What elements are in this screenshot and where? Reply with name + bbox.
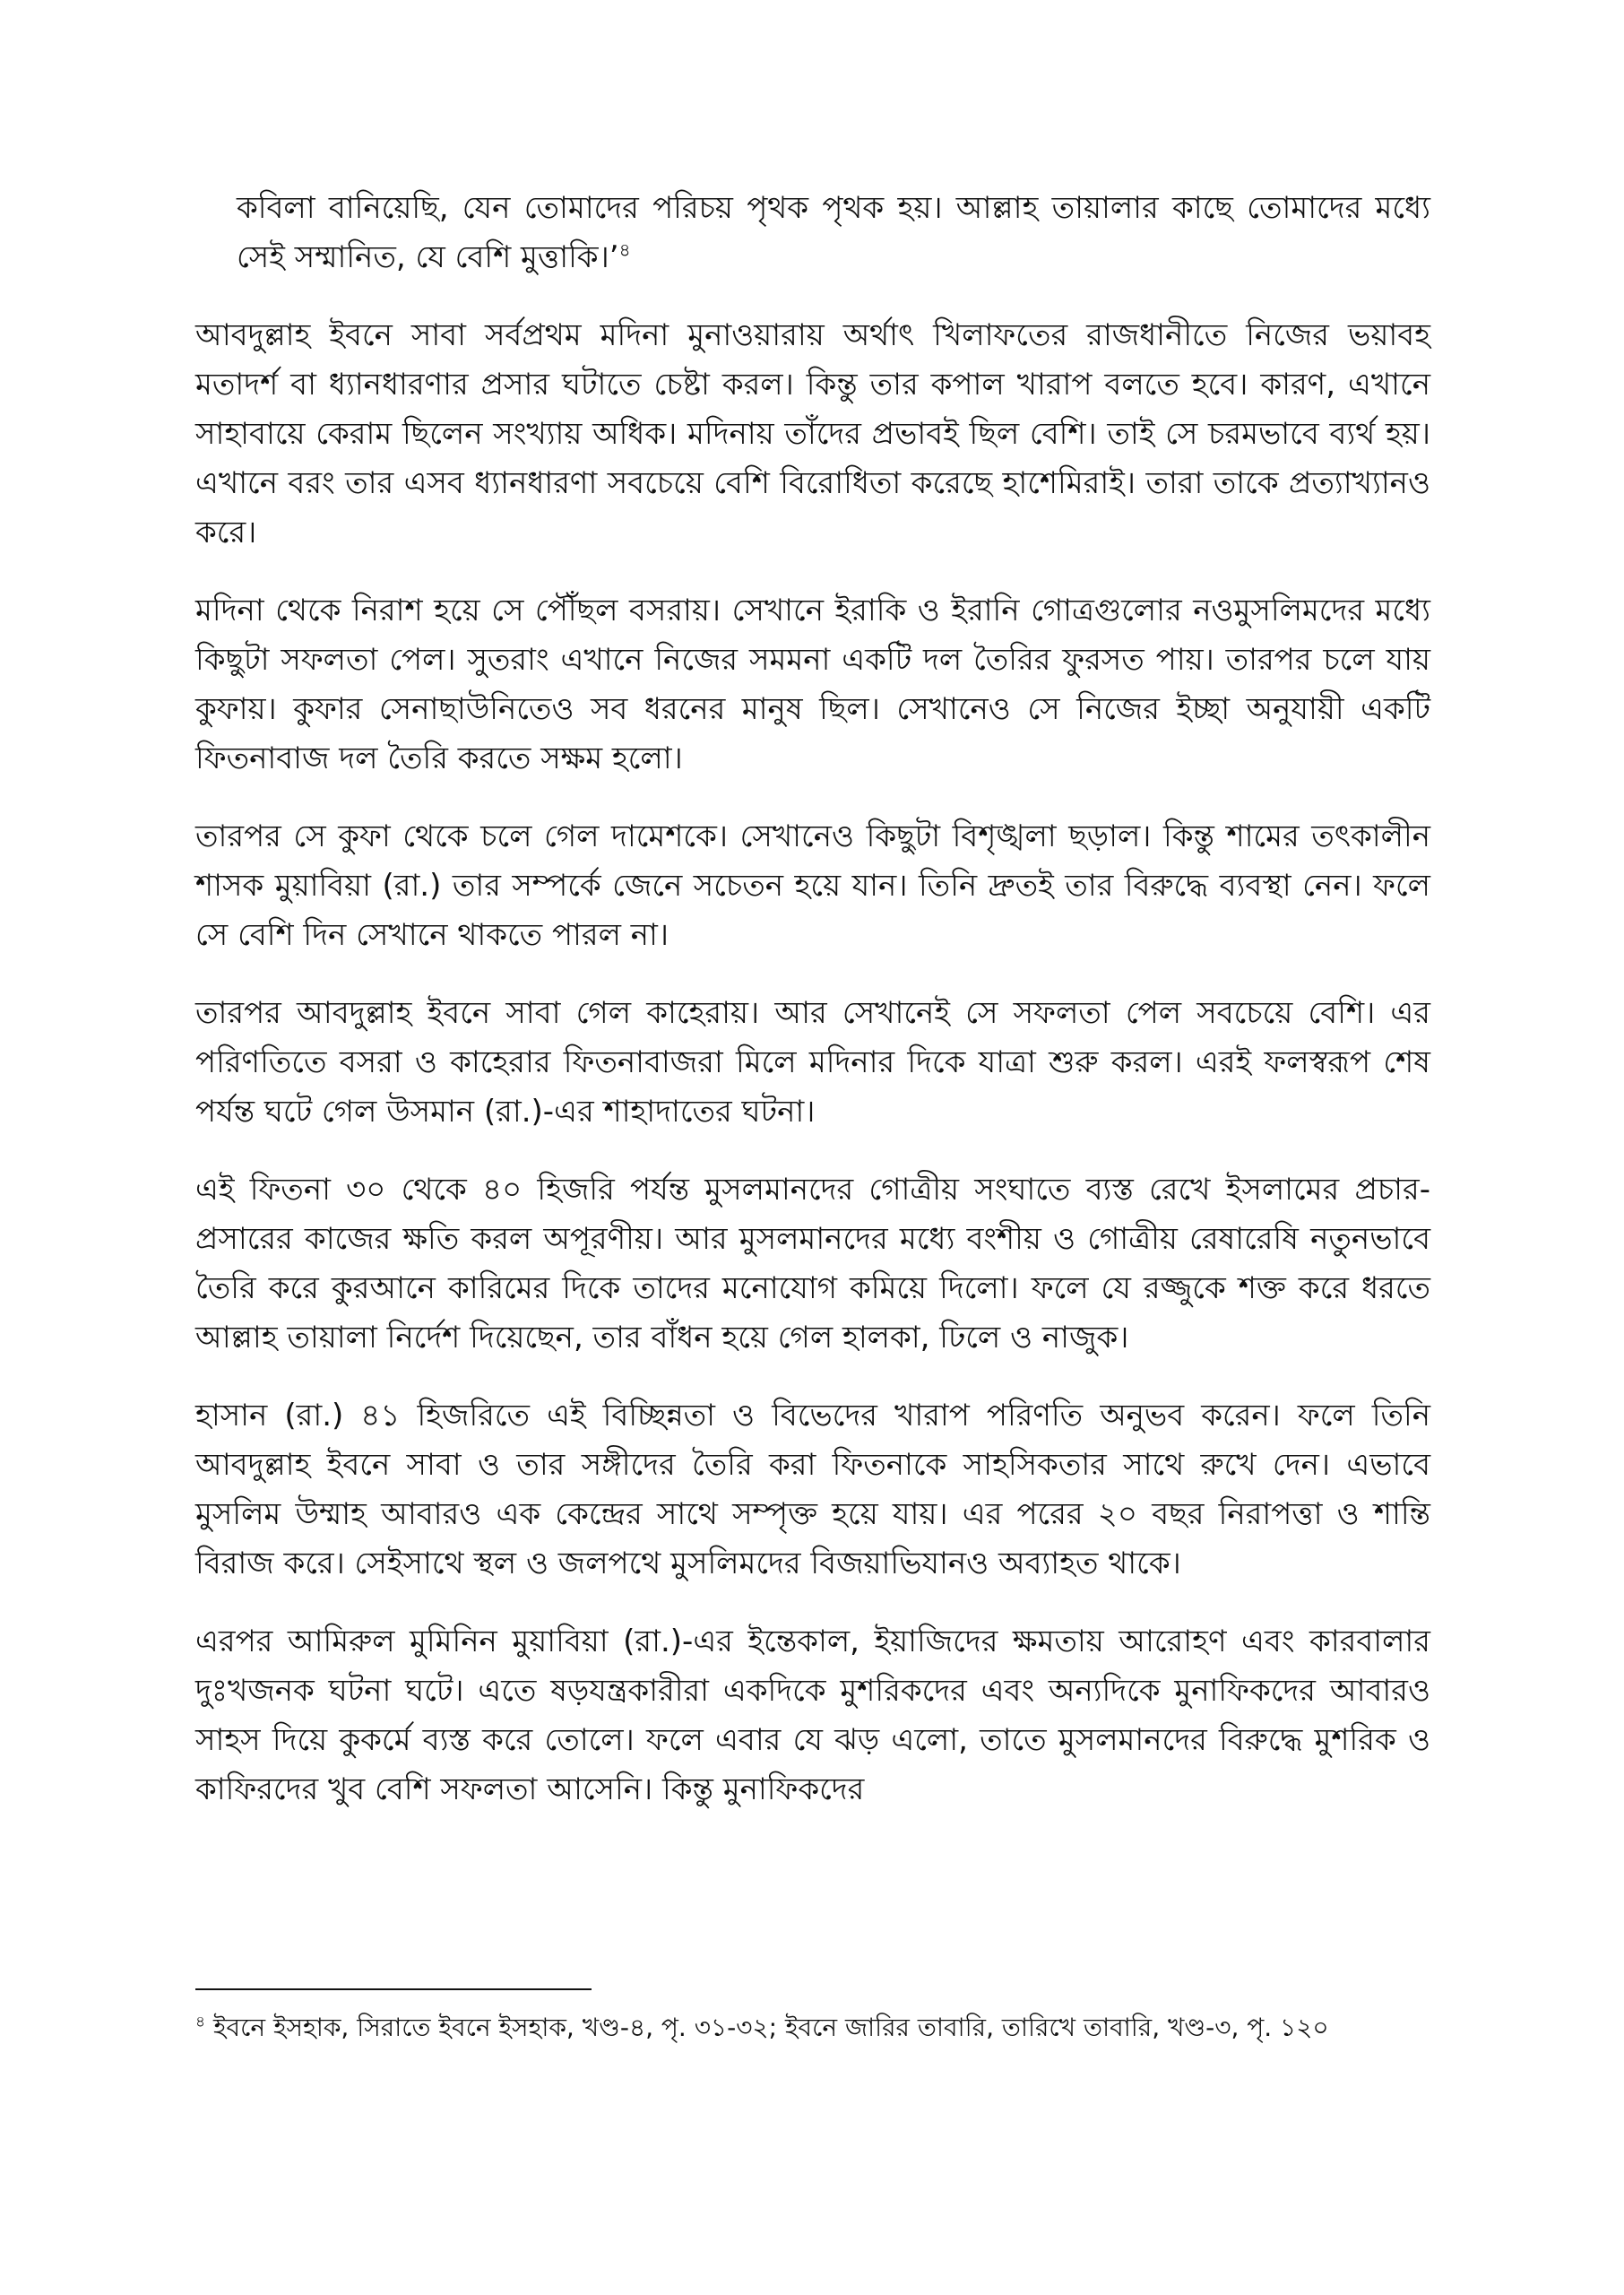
paragraph-1: আবদুল্লাহ ইবনে সাবা সর্বপ্রথম মদিনা মুনাওয়ারায় অর্থাৎ খিলাফতের রাজধানীতে নিজের ভয়াবহ মতাদর্শ বা ধ্যানধারণার প্রসার ঘটাতে চেষ্টা করল। কিন্তু তার কপাল খারাপ বলতে হবে। কারণ, এখানে সাহাবায়ে কেরাম ছিলেন সংখ্যায় অধিক। মদিনায় তাঁদের প্রভাবই ছিল বেশি। তাই সে চরমভাবে ব্যর্থ হয়। এখানে বরং তার এসব ধ্যানধারণা সবচেয়ে বেশি বিরোধিতা করেছে হাশেমিরাই। তারা তাকে প্রত্যাখ্যানও করে।	[195, 317, 1430, 550]
paragraph-6: হাসান (রা.) ৪১ হিজরিতে এই বিচ্ছিন্নতা ও বিভেদের খারাপ পরিণতি অনুভব করেন। ফলে তিনি আবদুল্লাহ ইবনে সাবা ও তার সঙ্গীদের তৈরি করা ফিতনাকে সাহসিকতার সাথে রুখে দেন। এভাবে মুসলিম উম্মাহ আবারও এক কেন্দ্রের সাথে সম্পৃক্ত হয়ে যায়। এর পরের ২০ বছর নিরাপত্তা ও শান্তি বিরাজ করে। সেইসাথে স্থল ও জলপথে মুসলিমদের বিজয়াভিযানও অব্যাহত থাকে।	[195, 1398, 1430, 1581]
quote-text: কবিলা বানিয়েছি, যেন তোমাদের পরিচয় পৃথক পৃথক হয়। আল্লাহ তায়ালার কাছে তোমাদের মধ্যে সেই সম্মানিত, যে বেশি মুত্তাকি।’	[237, 190, 1430, 275]
footnote	[195, 2005, 1430, 2051]
quote-paragraph	[195, 184, 1430, 282]
paragraph-3: তারপর সে কুফা থেকে চলে গেল দামেশকে। সেখানেও কিছুটা বিশৃঙ্খলা ছড়াল। কিন্তু শামের তৎকালীন শাসক মুয়াবিয়া (রা.) তার সম্পর্কে জেনে সচেতন হয়ে যান। তিনি দ্রুতই তার বিরুদ্ধে ব্যবস্থা নেন। ফলে সে বেশি দিন সেখানে থাকতে পারল না।	[195, 818, 1430, 953]
paragraph-2: মদিনা থেকে নিরাশ হয়ে সে পৌঁছল বসরায়। সেখানে ইরাকি ও ইরানি গোত্রগুলোর নওমুসলিমদের মধ্যে কিছুটা সফলতা পেল। সুতরাং এখানে নিজের সমমনা একটি দল তৈরির ফুরসত পায়। তারপর চলে যায় কুফায়। কুফার সেনাছাউনিতেও সব ধরনের মানুষ ছিল। সেখানেও সে নিজের ইচ্ছা অনুযায়ী একটি ফিতনাবাজ দল তৈরি করতে সক্ষম হলো।	[195, 593, 1430, 776]
paragraph-5: এই ফিতনা ৩০ থেকে ৪০ হিজরি পর্যন্ত মুসলমানদের গোত্রীয় সংঘাতে ব্যস্ত রেখে ইসলামের প্রচার-প্রসারের কাজের ক্ষতি করল অপূরণীয়। আর মুসলমানদের মধ্যে বংশীয় ও গোত্রীয় রেষারেষি নতুনভাবে তৈরি করে কুরআনে কারিমের দিকে তাদের মনোযোগ কমিয়ে দিলো। ফলে যে রজ্জুকে শক্ত করে ধরতে আল্লাহ তায়ালা নির্দেশ দিয়েছেন, তার বাঁধন হয়ে গেল হালকা, ঢিলে ও নাজুক।	[195, 1172, 1430, 1355]
body-text	[195, 184, 1430, 1843]
footnote-entry	[195, 2005, 1430, 2051]
footnote-marker[interactable]: ৪	[618, 238, 631, 261]
paragraph-7: এরপর আমিরুল মুমিনিন মুয়াবিয়া (রা.)-এর ইন্তেকাল, ইয়াজিদের ক্ষমতায় আরোহণ এবং কারবালার দুঃখজনক ঘটনা ঘটে। এতে ষড়যন্ত্রকারীরা একদিকে মুশরিকদের এবং অন্যদিকে মুনাফিকদের আবারও সাহস দিয়ে কুকর্মে ব্যস্ত করে তোলে। ফলে এবার যে ঝড় এলো, তাতে মুসলমানদের বিরুদ্ধে মুশরিক ও কাফিরদের খুব বেশি সফলতা আসেনি। কিন্তু মুনাফিকদের	[195, 1624, 1430, 1807]
footnote-divider	[195, 1988, 592, 1990]
paragraph-4: তারপর আবদুল্লাহ ইবনে সাবা গেল কাহেরায়। আর সেখানেই সে সফলতা পেল সবচেয়ে বেশি। এর পরিণতিতে বসরা ও কাহেরার ফিতনাবাজরা মিলে মদিনার দিকে যাত্রা শুরু করল। এরই ফলস্বরূপ শেষ পর্যন্ত ঘটে গেল উসমান (রা.)-এর শাহাদাতের ঘটনা।	[195, 995, 1430, 1130]
footnote-text: ইবনে ইসহাক, সিরাতে ইবনে ইসহাক, খণ্ড-৪, পৃ. ৩১-৩২; ইবনে জারির তাবারি, তারিখে তাবারি, খণ্ড-৩, পৃ. ১২০	[212, 2013, 1329, 2042]
footnote-number: ৪	[195, 2013, 206, 2031]
